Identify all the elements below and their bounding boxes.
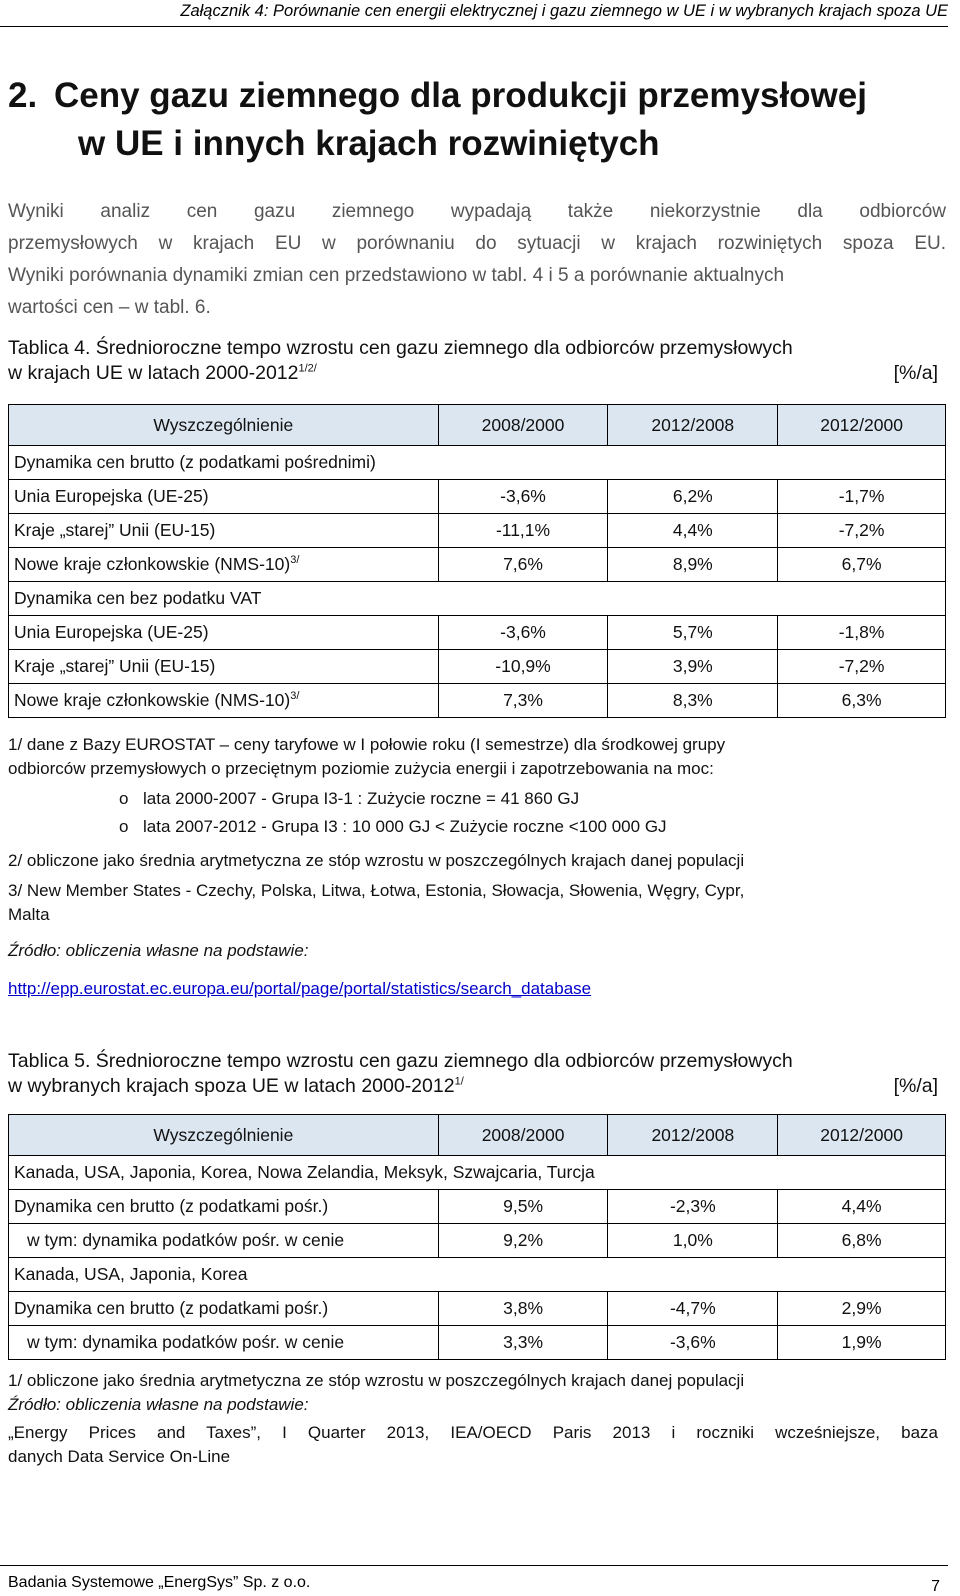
intro-paragraph — [8, 196, 946, 324]
bullet-item — [8, 787, 938, 811]
table4 — [8, 404, 946, 718]
cell-2012-2000: -1,8% — [778, 616, 946, 650]
intro-line: Wyniki analiz cen gazu ziemnego wypadają także niekorzystnie dla odbiorców — [8, 201, 946, 222]
cell-2012-2000: 6,8% — [778, 1224, 946, 1258]
section-heading — [8, 72, 867, 168]
cell-2012-2000: -7,2% — [778, 514, 946, 548]
cell-2012-2008: -2,3% — [608, 1190, 778, 1224]
table4-header-row — [9, 405, 946, 446]
table5-header-row — [9, 1115, 946, 1156]
table5-caption-line2: w wybranych krajach spoza UE w latach 2000-2012 — [8, 1075, 455, 1097]
cell-2012-2008: 8,3% — [608, 684, 778, 718]
cell-2008-2000: 3,3% — [438, 1326, 608, 1360]
table5-section-row — [9, 1258, 946, 1292]
table4-note3 — [8, 879, 938, 927]
table-row — [9, 1190, 946, 1224]
table5 — [8, 1114, 946, 1360]
table4-caption-line1: Tablica 4. Średnioroczne tempo wzrostu cen gazu ziemnego dla odbiorców przemysłowych — [8, 337, 793, 359]
cell-2012-2000: 6,3% — [778, 684, 946, 718]
row-label: Dynamika cen brutto (z podatkami pośr.) — [9, 1190, 439, 1224]
row-label: Nowe kraje członkowskie (NMS-10) — [14, 554, 291, 574]
intro-line: Wyniki porównania dynamiki zmian cen przedstawiono w tabl. 4 i 5 a porównanie aktualnych — [8, 265, 785, 286]
cell-2008-2000: 3,8% — [438, 1292, 608, 1326]
table-row — [9, 480, 946, 514]
row-label: Unia Europejska (UE-25) — [9, 616, 439, 650]
note-line: 3/ New Member States - Czechy, Polska, Litwa, Łotwa, Estonia, Słowacja, Słowenia, Węgry, Cypr, — [8, 881, 745, 900]
header-text: Załącznik 4: Porównanie cen energii elektrycznej i gazu ziemnego w UE i w wybranych krajach spoza UE — [180, 2, 948, 20]
row-label: Unia Europejska (UE-25) — [9, 480, 439, 514]
table5-caption-sup: 1/ — [454, 1075, 464, 1088]
bullet-text: lata 2007-2012 - Grupa I3 : 10 000 GJ < Zużycie roczne <100 000 GJ — [143, 817, 667, 836]
table-row — [9, 1292, 946, 1326]
table4-caption-line2: w krajach UE w latach 2000-2012 — [8, 362, 299, 384]
table4-unit: [%/a] — [893, 362, 938, 384]
cell-2012-2000: 1,9% — [778, 1326, 946, 1360]
table5-unit: [%/a] — [893, 1075, 938, 1097]
table-row — [9, 684, 946, 718]
table5-header-cell: Wyszczególnienie — [9, 1115, 439, 1156]
cell-2012-2008: 6,2% — [608, 480, 778, 514]
cell-2012-2008: 1,0% — [608, 1224, 778, 1258]
table4-header-cell: Wyszczególnienie — [9, 405, 439, 446]
cell-2012-2008: -4,7% — [608, 1292, 778, 1326]
intro-line: przemysłowych w krajach EU w porównaniu do sytuacji w krajach rozwiniętych spoza EU. — [8, 233, 946, 254]
row-label: Kraje „starej” Unii (EU-15) — [9, 514, 439, 548]
reference-line: „Energy Prices and Taxes”, I Quarter 2013, IEA/OECD Paris 2013 i roczniki wcześniejsze, baza — [8, 1423, 938, 1442]
cell-2012-2008: 5,7% — [608, 616, 778, 650]
bullet-mark: o — [119, 817, 129, 836]
row-label: w tym: dynamika podatków pośr. w cenie — [9, 1326, 439, 1360]
cell-2012-2000: 4,4% — [778, 1190, 946, 1224]
table5-source: Źródło: obliczenia własne na podstawie: — [8, 1395, 309, 1414]
note-line: Malta — [8, 905, 50, 924]
table4-note1 — [8, 733, 938, 781]
cell-2008-2000: -11,1% — [438, 514, 608, 548]
section-title-line1: Ceny gazu ziemnego dla produkcji przemysłowej — [54, 76, 867, 115]
table4-section-label: Dynamika cen brutto (z podatkami pośrednimi) — [9, 446, 946, 480]
table4-note2: 2/ obliczone jako średnia arytmetyczna ze stóp wzrostu w poszczególnych krajach danej populacji — [8, 851, 745, 870]
row-label-cell — [9, 548, 439, 582]
intro-line: wartości cen – w tabl. 6. — [8, 297, 211, 318]
table5-section-label: Kanada, USA, Japonia, Korea — [9, 1258, 946, 1292]
table4-caption-sup: 1/2/ — [298, 362, 317, 375]
table4-header-cell: 2012/2000 — [778, 405, 946, 446]
cell-2012-2008: 8,9% — [608, 548, 778, 582]
footer-company: Badania Systemowe „EnergSys” Sp. z o.o. — [8, 1574, 311, 1591]
cell-2008-2000: 7,6% — [438, 548, 608, 582]
table5-section-label: Kanada, USA, Japonia, Korea, Nowa Zelandia, Meksyk, Szwajcaria, Turcja — [9, 1156, 946, 1190]
table-row — [9, 514, 946, 548]
cell-2008-2000: 7,3% — [438, 684, 608, 718]
cell-2008-2000: -3,6% — [438, 480, 608, 514]
reference-line: danych Data Service On-Line — [8, 1447, 231, 1466]
table5-caption-line1: Tablica 5. Średnioroczne tempo wzrostu cen gazu ziemnego dla odbiorców przemysłowych — [8, 1050, 793, 1072]
table-row — [9, 616, 946, 650]
table5-notes — [8, 1369, 938, 1469]
table4-header-cell: 2008/2000 — [438, 405, 608, 446]
note-line: 1/ dane z Bazy EUROSTAT – ceny taryfowe w I połowie roku (I semestrze) dla środkowej grupy — [8, 735, 726, 754]
cell-2012-2000: -1,7% — [778, 480, 946, 514]
table4-header-cell: 2012/2008 — [608, 405, 778, 446]
cell-2008-2000: -3,6% — [438, 616, 608, 650]
section-number: 2. — [8, 76, 38, 115]
table5-reference — [8, 1421, 938, 1469]
section-title-line2: w UE i innych krajach rozwiniętych — [78, 124, 660, 163]
table4-caption — [8, 336, 938, 386]
table-row — [9, 1326, 946, 1360]
row-label: Nowe kraje członkowskie (NMS-10) — [14, 690, 291, 710]
row-label: w tym: dynamika podatków pośr. w cenie — [9, 1224, 439, 1258]
table-row — [9, 1224, 946, 1258]
table5-note1: 1/ obliczone jako średnia arytmetyczna ze stóp wzrostu w poszczególnych krajach danej populacji — [8, 1371, 745, 1390]
table5-header-cell: 2012/2000 — [778, 1115, 946, 1156]
table4-notes — [8, 733, 938, 1001]
row-label: Dynamika cen brutto (z podatkami pośr.) — [9, 1292, 439, 1326]
table5-header-cell: 2008/2000 — [438, 1115, 608, 1156]
table5-caption — [8, 1049, 938, 1099]
page-number: 7 — [931, 1578, 940, 1595]
cell-2008-2000: 9,5% — [438, 1190, 608, 1224]
cell-2012-2008: 4,4% — [608, 514, 778, 548]
eurostat-link[interactable]: http://epp.eurostat.ec.europa.eu/portal/page/portal/statistics/search_database — [8, 979, 592, 998]
cell-2012-2000: -7,2% — [778, 650, 946, 684]
table5-header-cell: 2012/2008 — [608, 1115, 778, 1156]
row-label-cell — [9, 684, 439, 718]
table4-section-row — [9, 582, 946, 616]
cell-2012-2008: -3,6% — [608, 1326, 778, 1360]
table4-source: Źródło: obliczenia własne na podstawie: — [8, 941, 309, 960]
row-label-sup: 3/ — [290, 554, 300, 567]
cell-2012-2000: 2,9% — [778, 1292, 946, 1326]
page-footer — [0, 1565, 948, 1595]
table-row — [9, 548, 946, 582]
cell-2012-2000: 6,7% — [778, 548, 946, 582]
bullet-text: lata 2000-2007 - Grupa I3-1 : Zużycie roczne = 41 860 GJ — [143, 789, 580, 808]
table5-section-row — [9, 1156, 946, 1190]
table4-section-row — [9, 446, 946, 480]
note-line: odbiorców przemysłowych o przeciętnym poziomie zużycia energii i zapotrzebowania na moc: — [8, 759, 714, 778]
bullet-item — [8, 815, 938, 839]
cell-2012-2008: 3,9% — [608, 650, 778, 684]
table4-section-label: Dynamika cen bez podatku VAT — [9, 582, 946, 616]
page-header — [0, 0, 948, 27]
cell-2008-2000: -10,9% — [438, 650, 608, 684]
row-label: Kraje „starej” Unii (EU-15) — [9, 650, 439, 684]
row-label-sup: 3/ — [290, 690, 300, 703]
cell-2008-2000: 9,2% — [438, 1224, 608, 1258]
bullet-mark: o — [119, 789, 129, 808]
table-row — [9, 650, 946, 684]
